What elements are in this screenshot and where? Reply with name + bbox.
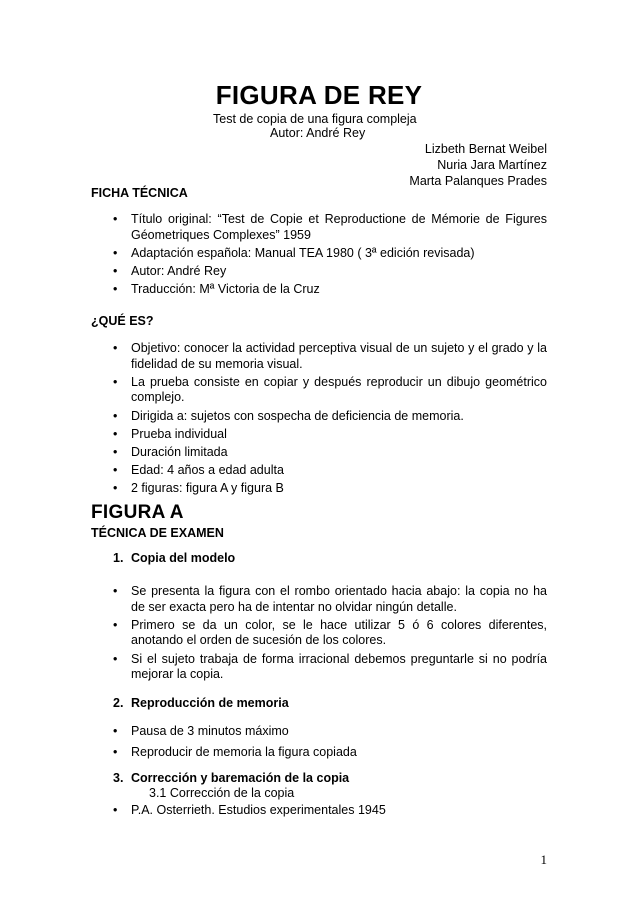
credit-author: Lizbeth Bernat Weibel xyxy=(424,142,547,156)
credit-author: Marta Palanques Prades xyxy=(409,174,547,188)
list-item: • Edad: 4 años a edad adulta xyxy=(113,463,547,479)
list-item: • Traducción: Mª Victoria de la Cruz xyxy=(113,282,547,298)
list-item: • Objetivo: conocer la actividad perceptiva visual de un sujeto y el grado y la fidelidad de su memoria visual. xyxy=(113,341,547,372)
list-item: • Título original: “Test de Copie et Reproductione de Mémorie de Figures Géometriques Complexes” 1959 xyxy=(113,212,547,243)
section-heading-ficha: FICHA TÉCNICA xyxy=(91,186,188,200)
numbered-heading-reproduccion xyxy=(113,696,289,710)
heading-text: Reproducción de memoria xyxy=(131,696,289,710)
heading-number: 2. xyxy=(113,696,124,710)
credit-author: Nuria Jara Martínez xyxy=(437,158,547,172)
heading-text: Corrección y baremación de la copia xyxy=(131,771,350,785)
document-subtitle: Test de copia de una figura compleja xyxy=(213,112,417,126)
list-item: • Dirigida a: sujetos con sospecha de deficiencia de memoria. xyxy=(113,409,547,425)
list-item: • Pausa de 3 minutos máximo xyxy=(113,724,547,740)
list-item: • La prueba consiste en copiar y después reproducir un dibujo geométrico complejo. xyxy=(113,375,547,406)
subheading-tecnica: TÉCNICA DE EXAMEN xyxy=(91,526,224,540)
correccion-list xyxy=(113,803,547,821)
numbered-heading-copia xyxy=(113,551,235,565)
reproduccion-list xyxy=(113,724,547,763)
list-item: • Duración limitada xyxy=(113,445,547,461)
heading-number: 1. xyxy=(113,551,124,565)
section-heading-figura-a: FIGURA A xyxy=(91,502,184,523)
subsection-label: 3.1 Corrección de la copia xyxy=(149,786,295,800)
copia-list xyxy=(113,584,547,685)
document-title: FIGURA DE REY xyxy=(215,80,423,110)
list-item: • Reproducir de memoria la figura copiada xyxy=(113,745,547,761)
author-line: Autor: André Rey xyxy=(270,126,366,140)
heading-number: 3. xyxy=(113,771,124,785)
list-item: • Autor: André Rey xyxy=(113,264,547,280)
list-item: • P.A. Osterrieth. Estudios experimentales 1945 xyxy=(113,803,547,819)
list-item: • Si el sujeto trabaja de forma irracional debemos preguntarle si no podría mejorar la copia. xyxy=(113,652,547,683)
list-item: • Prueba individual xyxy=(113,427,547,443)
numbered-heading-correccion xyxy=(113,771,349,785)
section-heading-que-es: ¿QUÉ ES? xyxy=(91,314,154,328)
list-item: • Primero se da un color, se le hace utilizar 5 ó 6 colores diferentes, anotando el orden de sucesión de los colores. xyxy=(113,618,547,649)
list-item: • Se presenta la figura con el rombo orientado hacia abajo: la copia no ha de ser exacta pero ha de intentar no olvidar ningún detalle. xyxy=(113,584,547,615)
list-item: • Adaptación española: Manual TEA 1980 ( 3ª edición revisada) xyxy=(113,246,547,262)
page-number: 1 xyxy=(540,852,547,867)
ficha-list xyxy=(113,212,547,300)
que-es-list xyxy=(113,341,547,500)
list-item: • 2 figuras: figura A y figura B xyxy=(113,481,547,497)
heading-text: Copia del modelo xyxy=(131,551,236,565)
